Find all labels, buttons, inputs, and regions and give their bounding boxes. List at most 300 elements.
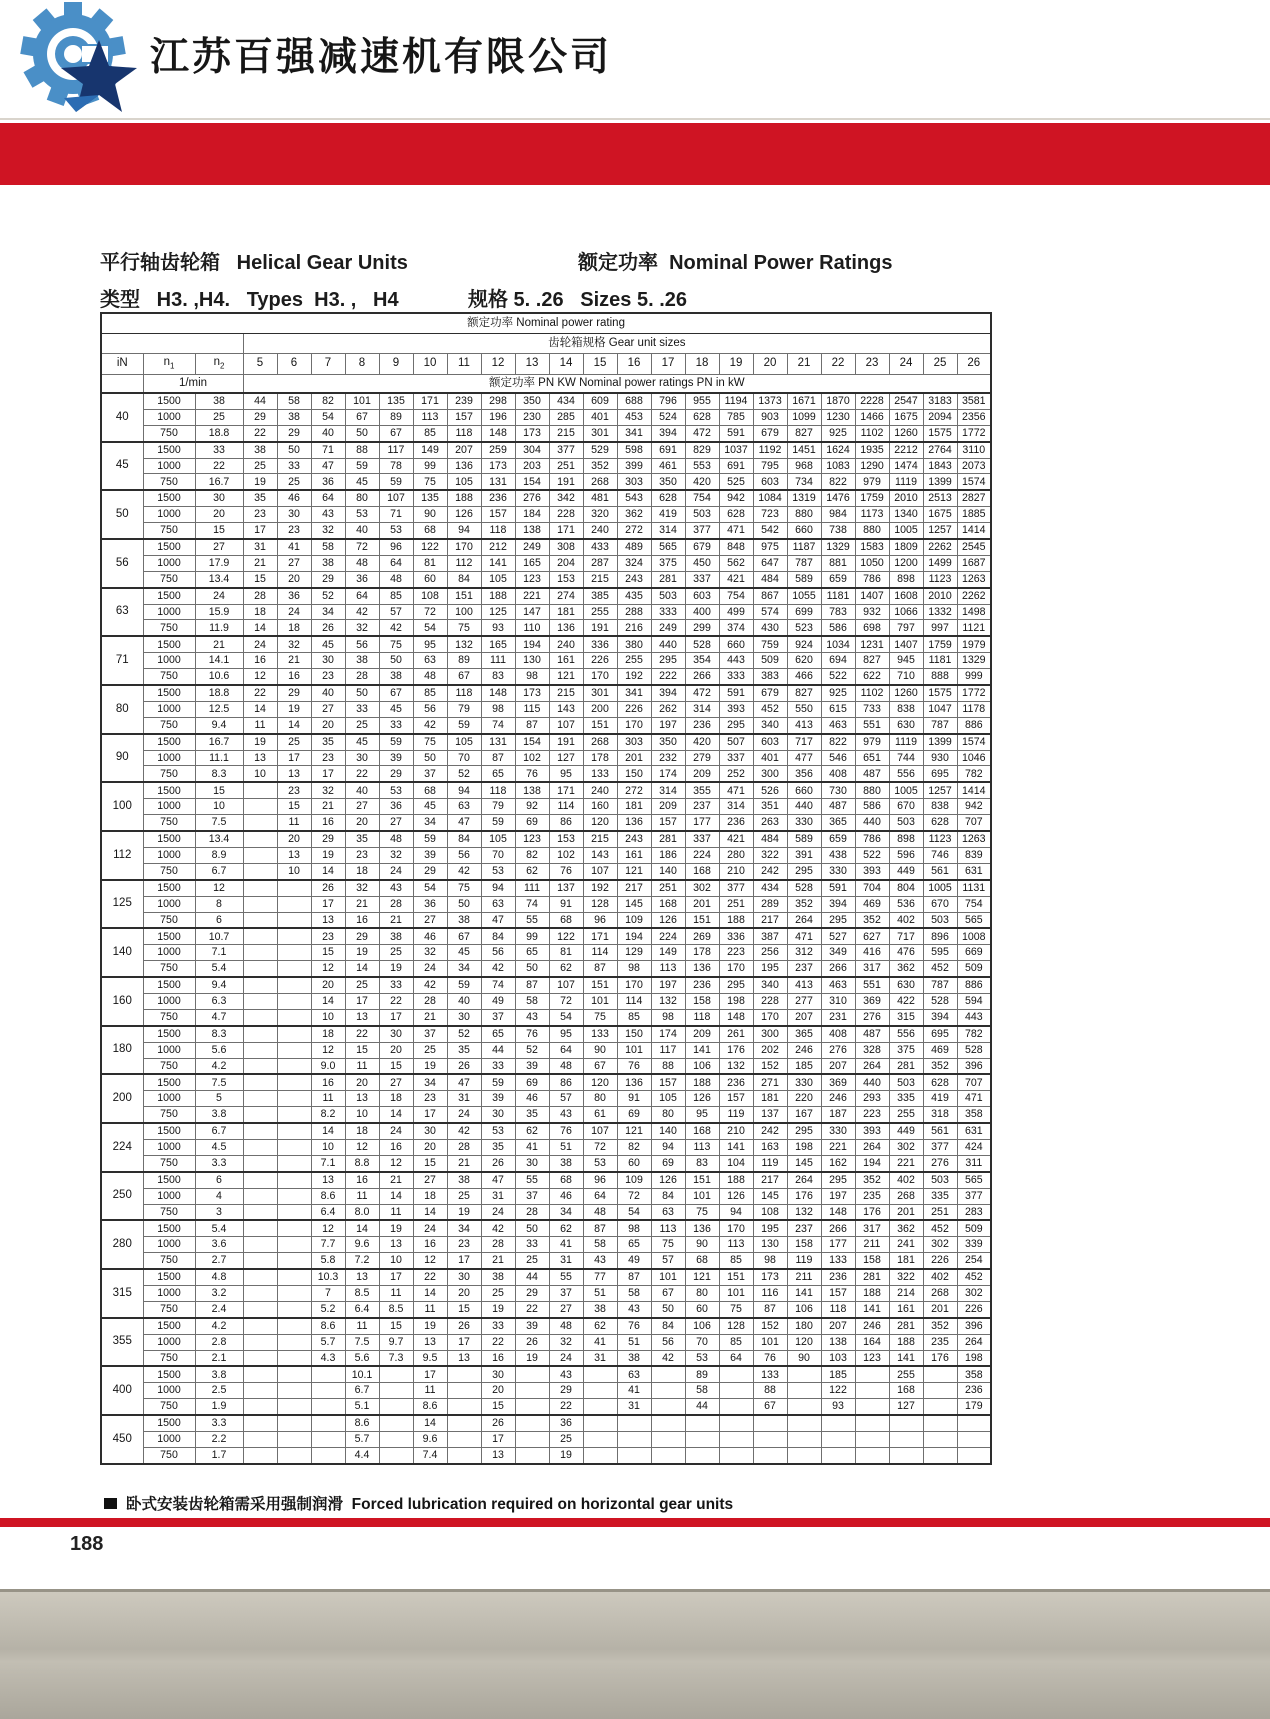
power-cell: 170 bbox=[617, 977, 651, 993]
power-cell: 209 bbox=[685, 1026, 719, 1042]
table-row bbox=[101, 1447, 991, 1463]
power-cell: 24 bbox=[277, 604, 311, 620]
company-name: 江苏百强减速机有限公司 bbox=[150, 36, 613, 79]
n2-cell: 4 bbox=[195, 1188, 243, 1204]
power-cell: 80 bbox=[583, 1091, 617, 1107]
power-cell: 17 bbox=[379, 1009, 413, 1025]
power-cell: 111 bbox=[515, 880, 549, 896]
power-cell: 11 bbox=[277, 815, 311, 831]
power-cell: 15 bbox=[311, 945, 345, 961]
n2-cell: 22 bbox=[195, 458, 243, 474]
n1-cell: 1500 bbox=[143, 1074, 195, 1090]
power-cell: 594 bbox=[957, 993, 991, 1009]
power-cell: 63 bbox=[447, 799, 481, 815]
n2-cell: 15 bbox=[195, 782, 243, 798]
power-cell: 867 bbox=[753, 588, 787, 604]
power-cell: 421 bbox=[719, 831, 753, 847]
power-cell: 659 bbox=[821, 831, 855, 847]
power-cell: 746 bbox=[923, 847, 957, 863]
power-cell: 32 bbox=[311, 782, 345, 798]
power-cell: 215 bbox=[549, 425, 583, 441]
power-cell: 7.2 bbox=[345, 1253, 379, 1269]
power-cell: 76 bbox=[549, 863, 583, 879]
table-row bbox=[101, 425, 991, 441]
power-cell: 1414 bbox=[957, 523, 991, 539]
power-cell: 13 bbox=[345, 1091, 379, 1107]
power-cell: 50 bbox=[515, 1220, 549, 1236]
power-cell: 1935 bbox=[855, 442, 889, 458]
power-cell: 838 bbox=[889, 701, 923, 717]
power-cell: 80 bbox=[345, 490, 379, 506]
power-cell: 630 bbox=[889, 977, 923, 993]
power-cell: 461 bbox=[651, 458, 685, 474]
company-logo bbox=[16, 2, 146, 120]
power-cell: 30 bbox=[515, 1155, 549, 1171]
power-cell: 226 bbox=[617, 701, 651, 717]
power-cell: 22 bbox=[413, 1269, 447, 1285]
power-cell: 7 bbox=[311, 1285, 345, 1301]
power-cell: 28 bbox=[515, 1204, 549, 1220]
power-cell bbox=[583, 1447, 617, 1463]
power-cell: 157 bbox=[447, 409, 481, 425]
power-cell: 595 bbox=[923, 945, 957, 961]
power-cell: 476 bbox=[889, 945, 923, 961]
power-cell: 1263 bbox=[957, 571, 991, 587]
power-cell: 200 bbox=[583, 701, 617, 717]
power-cell: 320 bbox=[583, 507, 617, 523]
power-cell: 349 bbox=[821, 945, 855, 961]
power-cell: 223 bbox=[855, 1107, 889, 1123]
ratio-cell-in-50: 50 bbox=[101, 490, 143, 539]
power-cell: 64 bbox=[583, 1188, 617, 1204]
power-cell bbox=[855, 1399, 889, 1415]
power-cell: 72 bbox=[617, 1188, 651, 1204]
power-cell: 888 bbox=[923, 669, 957, 685]
power-cell: 1055 bbox=[787, 588, 821, 604]
power-cell: 1885 bbox=[957, 507, 991, 523]
power-cell: 695 bbox=[923, 1026, 957, 1042]
power-cell bbox=[243, 1366, 277, 1382]
power-cell: 132 bbox=[447, 636, 481, 652]
power-cell: 109 bbox=[617, 1172, 651, 1188]
power-cell: 86 bbox=[549, 1074, 583, 1090]
power-cell: 1102 bbox=[855, 685, 889, 701]
power-cell: 754 bbox=[685, 490, 719, 506]
power-cell: 67 bbox=[379, 425, 413, 441]
power-cell: 315 bbox=[889, 1009, 923, 1025]
power-cell: 295 bbox=[719, 717, 753, 733]
power-cell bbox=[719, 1415, 753, 1431]
power-cell: 59 bbox=[447, 717, 481, 733]
power-cell bbox=[379, 1383, 413, 1399]
table-row bbox=[101, 1009, 991, 1025]
power-cell: 42 bbox=[481, 961, 515, 977]
power-cell: 38 bbox=[447, 912, 481, 928]
n2-cell: 10.7 bbox=[195, 928, 243, 944]
power-cell bbox=[277, 945, 311, 961]
power-cell: 30 bbox=[447, 1269, 481, 1285]
power-cell: 14 bbox=[379, 1107, 413, 1123]
divider-line bbox=[0, 118, 1270, 120]
power-cell: 47 bbox=[447, 1074, 481, 1090]
power-cell: 118 bbox=[447, 425, 481, 441]
power-cell: 122 bbox=[549, 928, 583, 944]
power-cell: 21 bbox=[277, 653, 311, 669]
power-cell: 262 bbox=[651, 701, 685, 717]
power-cell bbox=[821, 1432, 855, 1448]
n1-cell: 1500 bbox=[143, 588, 195, 604]
power-cell: 302 bbox=[685, 880, 719, 896]
n2-cell: 3.3 bbox=[195, 1155, 243, 1171]
power-cell: 188 bbox=[685, 1074, 719, 1090]
power-cell: 37 bbox=[481, 1009, 515, 1025]
ratio-cell-in-400: 400 bbox=[101, 1366, 143, 1415]
power-cell bbox=[243, 961, 277, 977]
power-cell: 150 bbox=[617, 1026, 651, 1042]
power-cell: 15 bbox=[447, 1301, 481, 1317]
power-cell: 999 bbox=[957, 669, 991, 685]
n2-cell: 1.7 bbox=[195, 1447, 243, 1463]
col-header-size-17: 17 bbox=[651, 354, 685, 375]
power-cell: 75 bbox=[447, 620, 481, 636]
power-cell: 153 bbox=[549, 571, 583, 587]
table-row bbox=[101, 993, 991, 1009]
power-cell: 32 bbox=[345, 620, 379, 636]
n1-cell: 750 bbox=[143, 912, 195, 928]
power-cell: 1194 bbox=[719, 393, 753, 409]
power-cell: 335 bbox=[923, 1188, 957, 1204]
col-header-size-12: 12 bbox=[481, 354, 515, 375]
n2-cell: 6 bbox=[195, 912, 243, 928]
power-cell: 4.4 bbox=[345, 1447, 379, 1463]
table-row bbox=[101, 669, 991, 685]
power-cell: 264 bbox=[855, 1139, 889, 1155]
power-cell: 39 bbox=[481, 1091, 515, 1107]
power-cell: 154 bbox=[515, 734, 549, 750]
power-cell: 443 bbox=[719, 653, 753, 669]
power-cell: 1624 bbox=[821, 442, 855, 458]
power-cell: 68 bbox=[413, 523, 447, 539]
power-cell: 487 bbox=[855, 1026, 889, 1042]
power-cell: 49 bbox=[617, 1253, 651, 1269]
power-cell bbox=[447, 1366, 481, 1382]
n2-cell: 17.9 bbox=[195, 555, 243, 571]
power-cell: 89 bbox=[685, 1366, 719, 1382]
n2-cell: 15.9 bbox=[195, 604, 243, 620]
power-cell: 5.6 bbox=[345, 1350, 379, 1366]
table-row bbox=[101, 912, 991, 928]
power-cell bbox=[243, 1123, 277, 1139]
power-cell: 272 bbox=[617, 523, 651, 539]
power-cell: 42 bbox=[379, 620, 413, 636]
power-cell: 50 bbox=[277, 442, 311, 458]
power-cell: 17 bbox=[447, 1253, 481, 1269]
power-cell: 288 bbox=[617, 604, 651, 620]
power-cell: 173 bbox=[481, 458, 515, 474]
power-cell: 19 bbox=[447, 1204, 481, 1220]
power-cell: 136 bbox=[617, 1074, 651, 1090]
power-cell: 46 bbox=[549, 1188, 583, 1204]
power-cell: 30 bbox=[481, 1366, 515, 1382]
power-cell: 167 bbox=[787, 1107, 821, 1123]
power-cell: 21 bbox=[379, 912, 413, 928]
power-cell: 56 bbox=[345, 636, 379, 652]
power-cell: 13 bbox=[413, 1334, 447, 1350]
power-cell: 13 bbox=[311, 1172, 345, 1188]
power-cell: 413 bbox=[787, 977, 821, 993]
n1-cell: 750 bbox=[143, 1058, 195, 1074]
power-cell: 279 bbox=[685, 750, 719, 766]
power-cell bbox=[277, 977, 311, 993]
power-cell: 383 bbox=[753, 669, 787, 685]
power-cell bbox=[243, 1447, 277, 1463]
power-cell: 122 bbox=[821, 1383, 855, 1399]
power-cell bbox=[889, 1447, 923, 1463]
col-header-size-10: 10 bbox=[413, 354, 447, 375]
power-cell: 41 bbox=[277, 539, 311, 555]
power-cell bbox=[583, 1399, 617, 1415]
n1-cell: 1000 bbox=[143, 1139, 195, 1155]
power-cell: 886 bbox=[957, 717, 991, 733]
power-cell: 38 bbox=[311, 555, 345, 571]
power-cell: 433 bbox=[583, 539, 617, 555]
power-cell: 59 bbox=[481, 1074, 515, 1090]
n2-cell: 14.1 bbox=[195, 653, 243, 669]
ratio-cell-in-56: 56 bbox=[101, 539, 143, 588]
power-cell: 64 bbox=[549, 1042, 583, 1058]
table-row bbox=[101, 442, 991, 458]
power-cell: 108 bbox=[753, 1204, 787, 1220]
power-cell: 11 bbox=[345, 1318, 379, 1334]
power-cell: 827 bbox=[787, 425, 821, 441]
power-cell: 43 bbox=[311, 507, 345, 523]
n1-cell: 1000 bbox=[143, 896, 195, 912]
power-cell: 87 bbox=[753, 1301, 787, 1317]
power-cell: 489 bbox=[617, 539, 651, 555]
power-cell: 70 bbox=[685, 1334, 719, 1350]
power-cell: 21 bbox=[447, 1155, 481, 1171]
n1-cell: 750 bbox=[143, 1155, 195, 1171]
power-cell: 317 bbox=[855, 1220, 889, 1236]
power-cell: 11 bbox=[413, 1383, 447, 1399]
power-cell bbox=[243, 1318, 277, 1334]
power-cell: 18 bbox=[277, 620, 311, 636]
table-row bbox=[101, 1253, 991, 1269]
power-cell: 138 bbox=[515, 782, 549, 798]
power-cell: 241 bbox=[889, 1237, 923, 1253]
power-cell: 264 bbox=[855, 1058, 889, 1074]
power-cell: 507 bbox=[719, 734, 753, 750]
power-cell: 179 bbox=[957, 1399, 991, 1415]
power-cell: 130 bbox=[753, 1237, 787, 1253]
power-cell: 335 bbox=[889, 1091, 923, 1107]
power-cell bbox=[787, 1399, 821, 1415]
n2-cell: 24 bbox=[195, 588, 243, 604]
power-cell: 10 bbox=[379, 1253, 413, 1269]
power-cell: 50 bbox=[447, 896, 481, 912]
power-cell: 19 bbox=[311, 847, 345, 863]
power-cell: 785 bbox=[719, 409, 753, 425]
n2-cell: 6.7 bbox=[195, 1123, 243, 1139]
n2-cell: 7.5 bbox=[195, 815, 243, 831]
power-cell: 603 bbox=[753, 474, 787, 490]
power-cell: 176 bbox=[787, 1188, 821, 1204]
power-cell: 31 bbox=[583, 1350, 617, 1366]
n1-cell: 1500 bbox=[143, 734, 195, 750]
power-cell bbox=[651, 1383, 685, 1399]
power-cell: 188 bbox=[855, 1285, 889, 1301]
ratio-cell-in-224: 224 bbox=[101, 1123, 143, 1172]
power-cell: 151 bbox=[583, 717, 617, 733]
power-cell: 362 bbox=[617, 507, 651, 523]
power-cell: 1772 bbox=[957, 425, 991, 441]
power-cell: 84 bbox=[651, 1318, 685, 1334]
power-cell: 352 bbox=[855, 1172, 889, 1188]
power-cell: 440 bbox=[855, 1074, 889, 1090]
n2-cell: 3.6 bbox=[195, 1237, 243, 1253]
table-row bbox=[101, 1107, 991, 1123]
power-cell bbox=[923, 1399, 957, 1415]
power-cell: 22 bbox=[481, 1334, 515, 1350]
power-cell: 7.5 bbox=[345, 1334, 379, 1350]
power-cell: 546 bbox=[821, 750, 855, 766]
n2-cell: 25 bbox=[195, 409, 243, 425]
n1-cell: 1000 bbox=[143, 847, 195, 863]
ratio-cell-in-450: 450 bbox=[101, 1415, 143, 1464]
power-cell bbox=[243, 1107, 277, 1123]
col-header-size-23: 23 bbox=[855, 354, 889, 375]
power-cell: 17 bbox=[413, 1107, 447, 1123]
power-cell: 29 bbox=[345, 928, 379, 944]
power-cell: 1373 bbox=[753, 393, 787, 409]
power-cell: 31 bbox=[243, 539, 277, 555]
footnote-gap bbox=[343, 1496, 352, 1513]
power-cell: 5.7 bbox=[311, 1334, 345, 1350]
power-cell: 87 bbox=[617, 1269, 651, 1285]
table-row bbox=[101, 393, 991, 409]
power-cell: 48 bbox=[345, 555, 379, 571]
power-cell: 75 bbox=[413, 734, 447, 750]
power-cell: 782 bbox=[957, 766, 991, 782]
power-cell bbox=[855, 1447, 889, 1463]
power-cell: 277 bbox=[787, 993, 821, 1009]
power-cell bbox=[515, 1399, 549, 1415]
n1-cell: 1000 bbox=[143, 555, 195, 571]
table-row bbox=[101, 523, 991, 539]
power-cell: 72 bbox=[549, 993, 583, 1009]
power-cell: 10 bbox=[345, 1107, 379, 1123]
table-row bbox=[101, 782, 991, 798]
power-cell: 203 bbox=[515, 458, 549, 474]
power-cell: 627 bbox=[855, 928, 889, 944]
power-cell: 450 bbox=[685, 555, 719, 571]
power-cell bbox=[923, 1432, 957, 1448]
power-cell: 84 bbox=[481, 928, 515, 944]
power-cell: 730 bbox=[821, 782, 855, 798]
n1-cell: 1500 bbox=[143, 393, 195, 409]
power-cell: 157 bbox=[481, 507, 515, 523]
power-cell: 9.6 bbox=[413, 1432, 447, 1448]
power-cell: 224 bbox=[685, 847, 719, 863]
power-cell: 1263 bbox=[957, 831, 991, 847]
power-cell: 12 bbox=[311, 1220, 345, 1236]
power-cell: 67 bbox=[753, 1399, 787, 1415]
power-cell: 375 bbox=[889, 1042, 923, 1058]
power-cell bbox=[311, 1399, 345, 1415]
power-cell: 35 bbox=[345, 831, 379, 847]
power-cell: 352 bbox=[583, 458, 617, 474]
n1-cell: 750 bbox=[143, 669, 195, 685]
power-cell: 21 bbox=[311, 799, 345, 815]
table-row bbox=[101, 1026, 991, 1042]
power-cell: 216 bbox=[617, 620, 651, 636]
power-cell: 65 bbox=[617, 1237, 651, 1253]
power-cell: 266 bbox=[685, 669, 719, 685]
power-cell: 236 bbox=[719, 815, 753, 831]
gear-star-logo-icon bbox=[16, 2, 146, 120]
power-cell: 47 bbox=[481, 1172, 515, 1188]
power-cell: 14 bbox=[311, 863, 345, 879]
n2-cell: 33 bbox=[195, 442, 243, 458]
power-cell: 272 bbox=[617, 782, 651, 798]
power-cell bbox=[447, 1432, 481, 1448]
power-cell: 3581 bbox=[957, 393, 991, 409]
power-cell: 463 bbox=[821, 977, 855, 993]
power-cell: 7.3 bbox=[379, 1350, 413, 1366]
power-cell: 23 bbox=[447, 1237, 481, 1253]
power-cell: 125 bbox=[481, 604, 515, 620]
power-cell: 36 bbox=[413, 896, 447, 912]
power-cell: 11 bbox=[379, 1285, 413, 1301]
power-cell: 118 bbox=[821, 1301, 855, 1317]
power-cell: 276 bbox=[821, 1042, 855, 1058]
power-cell: 207 bbox=[447, 442, 481, 458]
power-cell bbox=[243, 945, 277, 961]
power-cell: 1178 bbox=[957, 701, 991, 717]
ratio-cell-in-45: 45 bbox=[101, 442, 143, 491]
power-cell: 232 bbox=[651, 750, 685, 766]
n2-cell: 3.8 bbox=[195, 1366, 243, 1382]
power-cell: 14 bbox=[413, 1285, 447, 1301]
table-row bbox=[101, 863, 991, 879]
table-row bbox=[101, 945, 991, 961]
power-cell: 17 bbox=[379, 1269, 413, 1285]
power-cell bbox=[957, 1415, 991, 1431]
power-cell: 472 bbox=[685, 425, 719, 441]
power-cell: 46 bbox=[515, 1091, 549, 1107]
power-cell: 723 bbox=[753, 507, 787, 523]
power-cell: 734 bbox=[787, 474, 821, 490]
power-cell: 49 bbox=[481, 993, 515, 1009]
n1-cell: 1500 bbox=[143, 831, 195, 847]
power-cell: 2827 bbox=[957, 490, 991, 506]
n2-cell: 3.8 bbox=[195, 1107, 243, 1123]
n2-cell: 13.4 bbox=[195, 831, 243, 847]
power-cell: 11 bbox=[413, 1301, 447, 1317]
power-cell: 352 bbox=[855, 912, 889, 928]
power-cell: 26 bbox=[481, 1155, 515, 1171]
power-cell bbox=[617, 1415, 651, 1431]
power-cell bbox=[243, 1026, 277, 1042]
power-cell: 394 bbox=[923, 1009, 957, 1025]
power-cell: 65 bbox=[481, 766, 515, 782]
table-row bbox=[101, 685, 991, 701]
power-cell: 181 bbox=[889, 1253, 923, 1269]
power-cell: 65 bbox=[515, 945, 549, 961]
power-cell: 65 bbox=[481, 1026, 515, 1042]
power-cell: 8.6 bbox=[413, 1399, 447, 1415]
power-cell: 264 bbox=[957, 1334, 991, 1350]
